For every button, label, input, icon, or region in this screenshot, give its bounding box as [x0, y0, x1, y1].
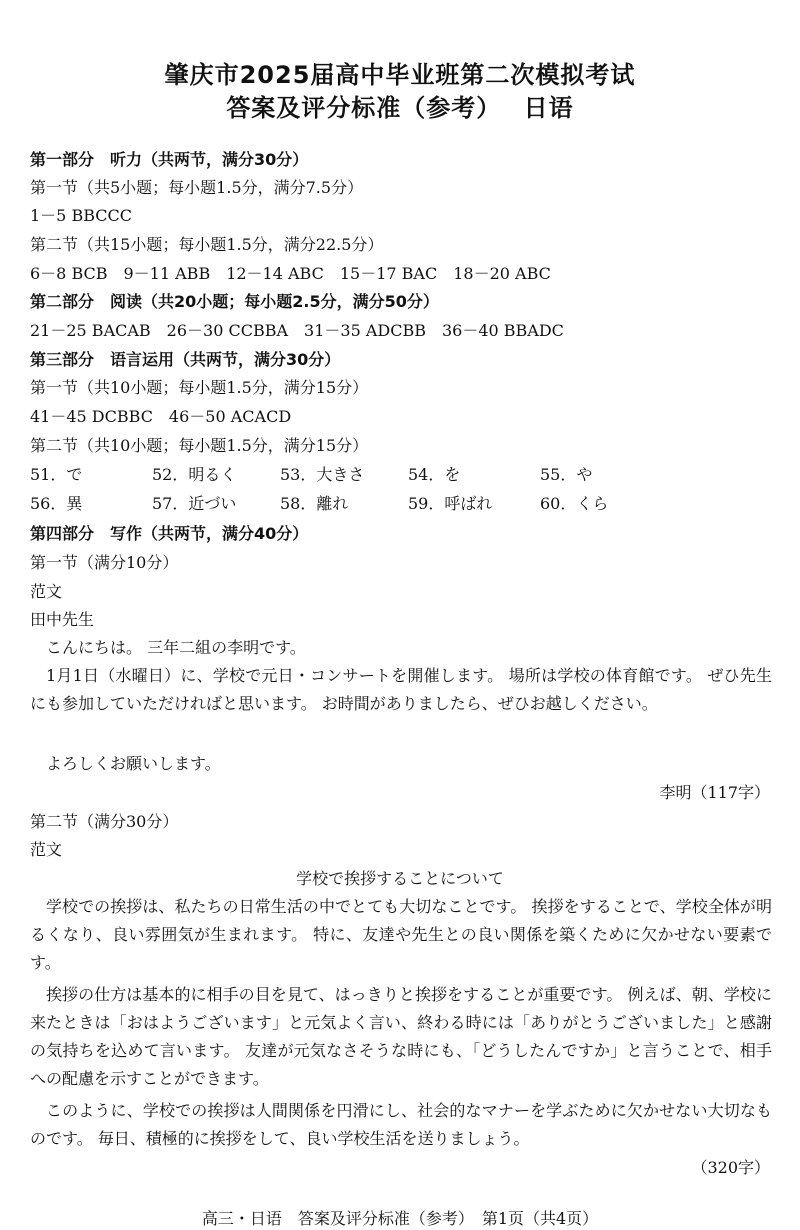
part1-section1-heading: 第一节（共5小题；每小题1.5分，满分7.5分） — [30, 178, 364, 197]
part4-section2-heading: 第二节（满分30分） — [30, 812, 179, 831]
fill-in-answer: 55．や — [540, 465, 593, 484]
part2-answers: 21－25 BACAB 26－30 CCBBA 31－35 ADCBB 36－40 BBADC — [30, 321, 564, 340]
part1-section1-answers: 1－5 BBCCC — [30, 206, 132, 225]
fill-in-answer: 60．くら — [540, 494, 609, 513]
fill-in-answer: 54．を — [408, 465, 461, 484]
exam-title: 肇庆市2025届高中毕业班第二次模拟考试 — [164, 61, 636, 89]
page-footer: 高三・日语 答案及评分标准（参考） 第1页（共4页） — [201, 1209, 599, 1228]
part4-heading: 第四部分 写作（共两节，满分40分） — [30, 524, 309, 543]
part1-heading: 第一部分 听力（共两节，满分30分） — [30, 150, 309, 169]
part3-section1-heading: 第一节（共10小题；每小题1.5分，满分15分） — [30, 378, 369, 397]
essay2-paragraph: 挨拶の仕方は基本的に相手の目を見て、はっきりと挨拶をすることが重要です。 例えば、朝、学校に来たときは「おはようございます」と元気よく言い、終わる時には「ありがとうございました」と感謝の気持ちを込めて言います。 友達が元気なさそうな時にも、「どうしたんですか」と言うことで、相手への配慮を示すことができます。 — [30, 985, 772, 1088]
part2-heading: 第二部分 阅读（共20小题；每小题2.5分，满分50分） — [30, 292, 439, 311]
essay2-label: 范文 — [30, 840, 63, 859]
essay1-salutation: 田中先生 — [30, 610, 95, 629]
essay1-label: 范文 — [30, 582, 63, 601]
fill-in-answer: 59．呼ばれ — [408, 494, 493, 513]
part4-section1-heading: 第一节（满分10分） — [30, 553, 179, 572]
essay1-signature: 李明（117字） — [659, 783, 770, 802]
essay2-paragraph: このように、学校での挨拶は人間関係を円滑にし、社会的なマナーを学ぶために欠かせない大切なものです。 毎日、積極的に挨拶をして、良い学校生活を送りましょう。 — [30, 1101, 772, 1148]
part1-section2-heading: 第二节（共15小题；每小题1.5分，满分22.5分） — [30, 235, 384, 254]
essay1-closing: よろしくお願いします。 — [46, 754, 221, 773]
essay1-greeting: こんにちは。 三年二組の李明です。 — [46, 638, 306, 657]
exam-subtitle: 答案及评分标准（参考） 日语 — [226, 94, 574, 122]
essay2-title: 学校で挨拶することについて — [296, 869, 504, 888]
part3-heading: 第三部分 语言运用（共两节，满分30分） — [30, 350, 341, 369]
essay2-word-count: （320字） — [691, 1158, 770, 1177]
fill-in-answer: 58．離れ — [280, 494, 349, 513]
fill-in-answer: 57．近づい — [152, 494, 237, 513]
fill-in-answer: 53．大きさ — [280, 465, 365, 484]
fill-in-answer: 52．明るく — [152, 465, 237, 484]
essay2-paragraph: 学校での挨拶は、私たちの日常生活の中でとても大切なことです。 挨拶をすることで、学校全体が明るくなり、良い雰囲気が生まれます。 特に、友達や先生との良い関係を築くために欠かせない要素です。 — [30, 897, 772, 972]
part3-section1-answers: 41－45 DCBBC 46－50 ACACD — [30, 407, 292, 426]
part1-section2-answers: 6－8 BCB 9－11 ABB 12－14 ABC 15－17 BAC 18－20 ABC — [30, 264, 551, 283]
essay1-body: 1月1日（水曜日）に、学校で元日・コンサートを開催します。 場所は学校の体育館です。 ぜひ先生にも参加していただければと思います。 お時間がありましたら、ぜひお越しください。 — [30, 666, 772, 713]
part3-section2-heading: 第二节（共10小题；每小题1.5分，满分15分） — [30, 436, 369, 455]
fill-in-answer: 51．で — [30, 465, 83, 484]
fill-in-answers — [30, 465, 770, 525]
fill-in-answer: 56．異 — [30, 494, 83, 513]
